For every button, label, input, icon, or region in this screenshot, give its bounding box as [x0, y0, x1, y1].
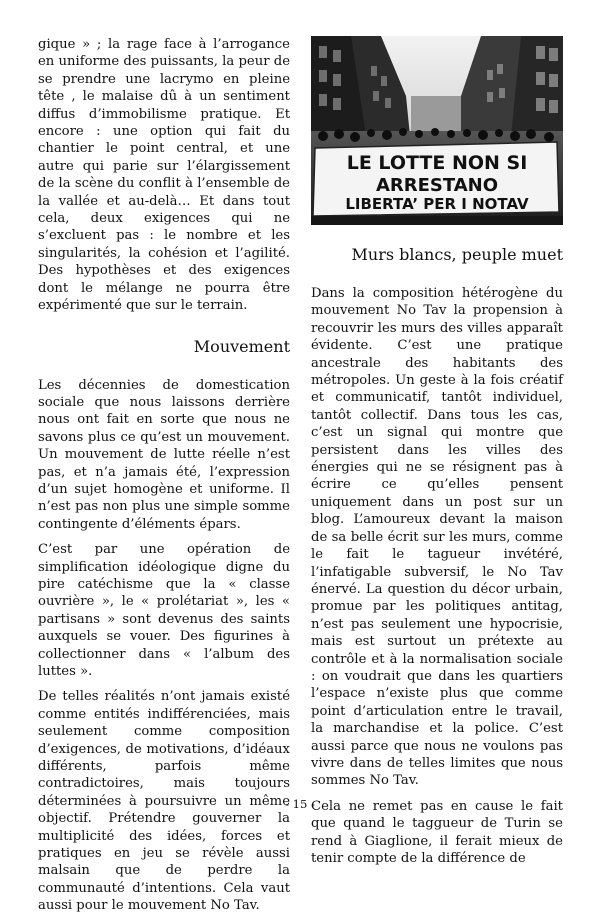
paragraph-continued: gique » ; la rage face à l’arrogance en uniforme des puissants, la peur de se prendre une lacrymo en pleine tête , le malaise dû à un sentiment diffus d’immobilisme pratique. Et encore : une option qui fait du chantier le point central, et une autre qui parie sur l’élargissement de la scène du conflit à l’ensemble de la vallée et au-delà… Et dans tout cela, deux exigences qui ne s’excluent pas : le nombre et les singularités, la cohésion et l’agilité. Des hypothèses et des exigences dont le mélange ne pourra être expérimenté que sur le terrain.	[38, 37, 290, 314]
left-column	[38, 36, 290, 923]
paragraph: C’est par une opération de simplification idéologique digne du pire catéchisme que la « classe ouvrière », le « prolétariat », les « partisans » sont devenus des saints auxquels se vouer. Des figurines à collectionner dans « l’album des luttes ».	[38, 542, 290, 679]
paragraph: De telles réalités n’ont jamais existé comme entités indifférenciées, mais seulement comme composition d’exigences, de motivations, d’idéaux différents, parfois même contradictoires, mais toujours déterminées à poursuivre un même objectif. Prétendre gouverner la multiplicité des idées, forces et pratiques en jeu se révèle aussi malsain que de perdre la communauté d’intentions. Cela vaut aussi pour le mouvement No Tav.	[38, 689, 290, 914]
paragraph: Dans la composition hétérogène du mouvement No Tav la propension à recouvrir les murs des villes apparaît évidente. C’est une pratique ancestrale des habitants des métropoles. Un geste à la fois créatif et communicatif, tantôt individuel, tantôt collectif. Dans tous les cas, c’est un signal qui montre que persistent dans les villes des énergies qui ne se résignent pas à écrire ce qu’elles pensent uniquement dans un post sur un blog. L’amoureux devant la maison de sa belle écrit sur les murs, comme le fait le tagueur invétéré, l’infatigable subversif, le No Tav énervé. La question du décor urbain, promue par les politiques antitag, n’est pas seulement une hypocrisie, mais est surtout un prétexte au contrôle et à la normalisation sociale : on voudrait que dans les quartiers l’espace n’existe plus que comme point d’articulation entre le travail, la marchandise et la police. C’est aussi parce que nous ne voulons pas vivre dans de telles limites que nous sommes No Tav.	[311, 286, 563, 789]
protest-photo	[311, 36, 563, 225]
banner-line-3: LIBERTA’ PER I NOTAV	[345, 195, 529, 213]
paragraph: Cela ne remet pas en cause le fait que quand le taggueur de Turin se rend à Giaglione, il ferait mieux de tenir compte de la différence de	[311, 798, 563, 866]
paragraph: Les décennies de domestication sociale que nous laissons derrière nous ont fait en sorte que nous ne savons plus ce qu’est un mouvement. Un mouvement de lutte réelle n’est pas, et n’a jamais été, l’expression d’un sujet homogène et uniforme. Il n’est pas non plus une simple somme contingente d’éléments épars.	[38, 377, 290, 532]
page-number: - 15 -	[285, 797, 315, 811]
section-heading-mouvement: Mouvement	[193, 336, 290, 356]
right-column	[311, 36, 563, 875]
banner-line-2: ARRESTANO	[375, 175, 499, 196]
section-heading-murs-blancs: Murs blancs, peuple muet	[351, 245, 563, 264]
banner-line-1: LE LOTTE NON SI	[346, 152, 528, 174]
